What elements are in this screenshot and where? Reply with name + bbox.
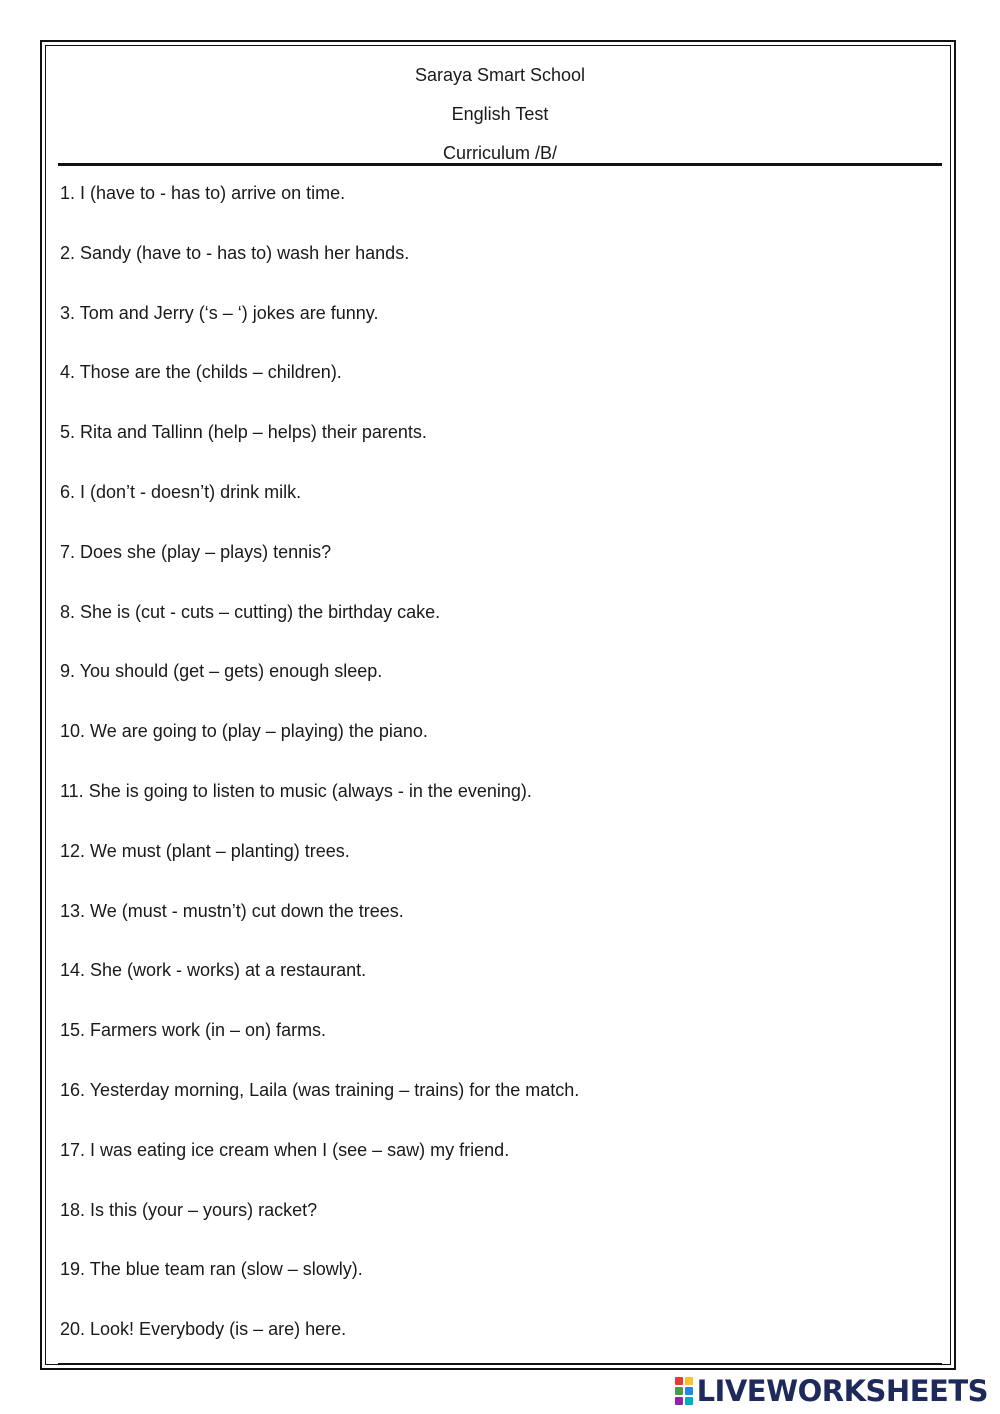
question-item: 5. Rita and Tallinn (help – helps) their parents. — [60, 422, 427, 443]
question-item: 14. She (work - works) at a restaurant. — [60, 960, 367, 981]
footer-divider — [58, 1363, 942, 1365]
question-item: 18. Is this (your – yours) racket? — [60, 1199, 318, 1220]
question-item: 10. We are going to (play – playing) the piano. — [60, 721, 428, 742]
curriculum-label: Curriculum /B/ — [442, 143, 558, 163]
document-header — [58, 56, 942, 173]
question-item: 4. Those are the (childs – children). — [60, 362, 342, 383]
test-title: English Test — [451, 104, 549, 124]
question-item: 2. Sandy (have to - has to) wash her hands. — [60, 242, 410, 263]
question-item: 1. I (have to - has to) arrive on time. — [60, 183, 346, 203]
question-item: 13. We (must - mustn’t) cut down the trees. — [60, 900, 404, 921]
question-item: 16. Yesterday morning, Laila (was training – trains) for the match. — [60, 1079, 580, 1100]
question-item: 11. She is going to listen to music (always - in the evening). — [60, 780, 532, 801]
header-divider — [58, 163, 942, 166]
question-item: 7. Does she (play – plays) tennis? — [60, 541, 332, 562]
question-item: 8. She is (cut - cuts – cutting) the birthday cake. — [60, 601, 441, 622]
question-item: 15. Farmers work (in – on) farms. — [60, 1020, 327, 1041]
question-item: 12. We must (plant – planting) trees. — [60, 840, 350, 861]
question-item: 17. I was eating ice cream when I (see – saw) my friend. — [60, 1139, 510, 1160]
school-name: Saraya Smart School — [414, 65, 586, 85]
question-item: 3. Tom and Jerry (‘s – ‘) jokes are funny. — [60, 302, 379, 323]
liveworksheets-logo-icon — [675, 1377, 693, 1405]
logo-text: LIVEWORKSHEETS — [696, 1374, 988, 1408]
question-item: 9. You should (get – gets) enough sleep. — [60, 661, 383, 682]
question-item: 20. Look! Everybody (is – are) here. — [60, 1319, 347, 1340]
liveworksheets-logo[interactable] — [675, 1374, 988, 1408]
question-list — [60, 176, 940, 1372]
question-item: 6. I (don’t - doesn’t) drink milk. — [60, 481, 302, 502]
question-item: 19. The blue team ran (slow – slowly). — [60, 1259, 363, 1280]
